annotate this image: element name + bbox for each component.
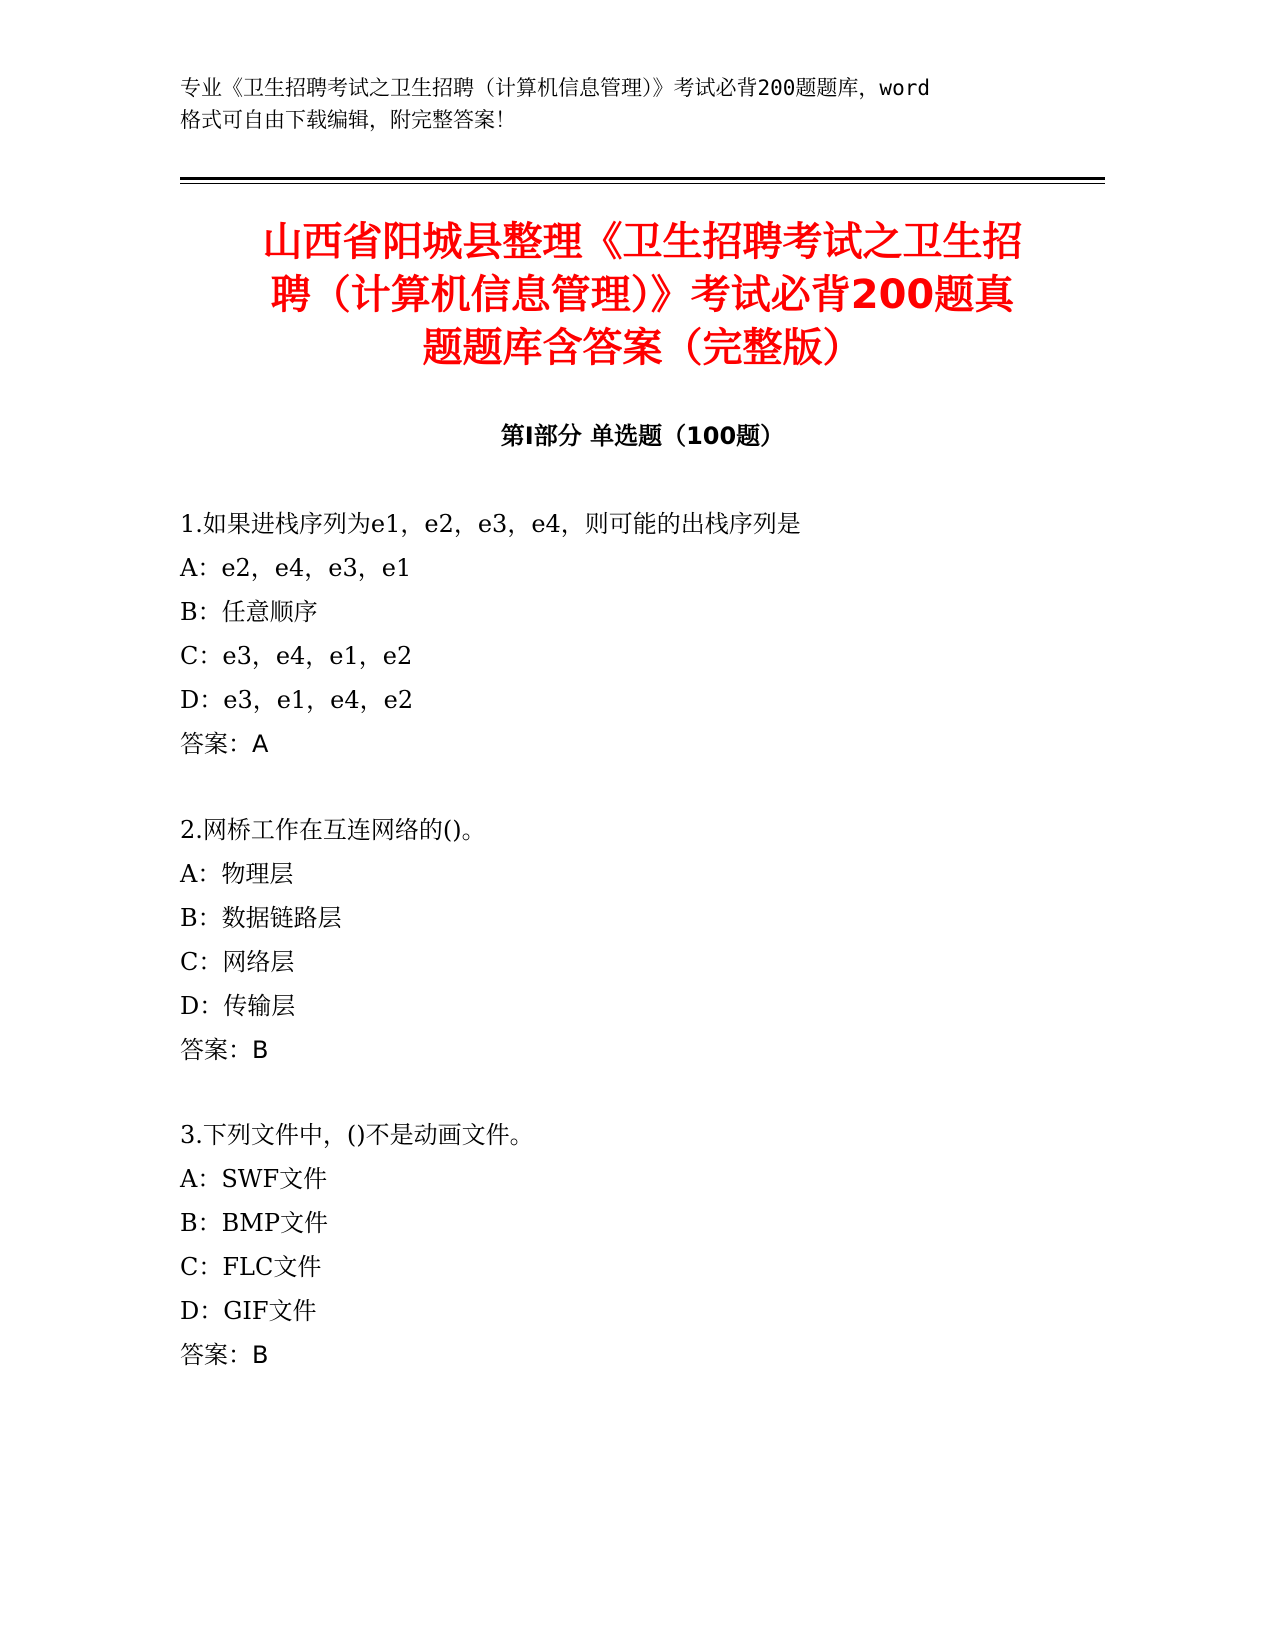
option-a: A：SWF文件	[180, 1165, 328, 1193]
page-header	[180, 72, 1060, 136]
option-c: C：e3，e4，e1，e2	[180, 642, 413, 670]
header-divider-thick	[180, 177, 1105, 180]
option-c: C：网络层	[180, 948, 295, 976]
option-d: D：传输层	[180, 992, 296, 1020]
answer: 答案：B	[180, 1036, 269, 1064]
option-b: B：数据链路层	[180, 904, 342, 932]
option-d: D：e3，e1，e4，e2	[180, 686, 414, 714]
question-1	[180, 502, 1080, 766]
header-line-1: 专业《卫生招聘考试之卫生招聘（计算机信息管理）》考试必背200题题库，word	[180, 76, 930, 100]
section-heading: 第Ⅰ部分 单选题（100题）	[500, 422, 785, 450]
option-b: B：BMP文件	[180, 1209, 328, 1237]
option-c: C：FLC文件	[180, 1253, 322, 1281]
answer: 答案：B	[180, 1341, 269, 1369]
title-line-3: 题题库含答案（完整版）	[422, 325, 863, 371]
question-2	[180, 808, 1080, 1072]
question-stem: 2.网桥工作在互连网络的()。	[180, 816, 486, 844]
question-3	[180, 1113, 1080, 1377]
option-d: D：GIF文件	[180, 1297, 317, 1325]
option-a: A：e2，e4，e3，e1	[180, 554, 412, 582]
question-stem: 3.下列文件中，()不是动画文件。	[180, 1121, 534, 1149]
option-a: A：物理层	[180, 860, 294, 888]
answer: 答案：A	[180, 730, 269, 758]
header-line-2: 格式可自由下载编辑，附完整答案！	[180, 108, 516, 132]
title-line-1: 山西省阳城县整理《卫生招聘考试之卫生招	[262, 219, 1023, 265]
header-divider-thin	[180, 183, 1105, 184]
title-line-2: 聘（计算机信息管理）》考试必背200题真	[270, 272, 1015, 318]
document-title	[180, 216, 1105, 375]
option-b: B：任意顺序	[180, 598, 318, 626]
question-stem: 1.如果进栈序列为e1，e2，e3，e4，则可能的出栈序列是	[180, 510, 801, 538]
